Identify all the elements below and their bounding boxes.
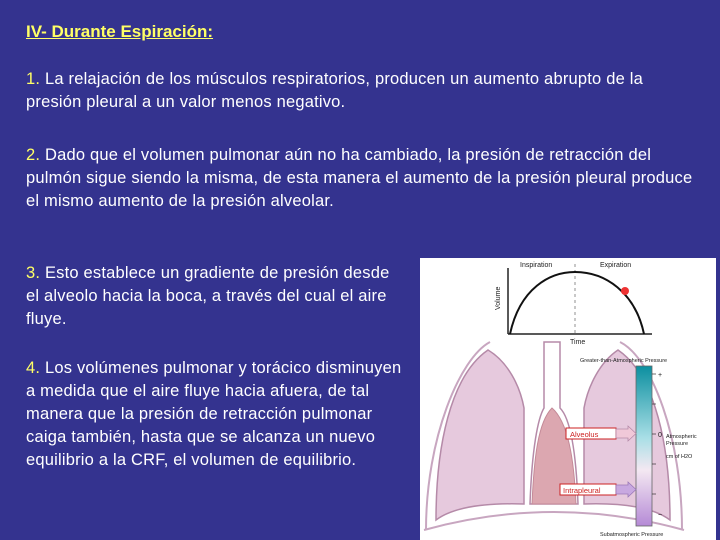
atmospheric-label: Atmospheric: [666, 434, 697, 440]
alveolus-label: Alveolus: [570, 430, 599, 439]
pressure-label: Pressure: [666, 441, 689, 447]
tick-plus-label: +: [658, 372, 663, 379]
intrapleural-label: Intrapleural: [563, 486, 601, 495]
tick-zero-label: 0: [658, 432, 662, 439]
paragraph-1: 1. La relajación de los músculos respiratorios, producen un aumento abrupto de la presión pleural a un valor menos negativo.: [26, 70, 643, 111]
current-point-marker: [621, 287, 629, 295]
paragraph-2: 2. Dado que el volumen pulmonar aún no ha cambiado, la presión de retracción del pulmón sigue siendo la misma, de esta manera el aumento de la presión pleural produce el mismo aumento de la presión alveolar.: [26, 146, 693, 210]
paragraph-4: 4. Los volúmenes pulmonar y torácico disminuyen a medida que el aire fluye hacia afuera, de tal manera que la presión de retracción pulmonar caiga también, hasta que se alcanza un nuevo equilibrio a la CRF, el volumen de equilibrio.: [26, 359, 402, 469]
greater-than-atmospheric-label: Greater-than-Atmospheric Pressure: [580, 358, 668, 364]
tick-minus-label: −: [658, 512, 663, 519]
time-axis-label: Time: [570, 339, 586, 346]
subatmospheric-label: Subatmospheric Pressure: [600, 532, 664, 538]
volume-axis-label: Volume: [495, 286, 502, 310]
unit-label: cm of H2O: [666, 454, 693, 460]
inspiration-label: Inspiration: [520, 262, 553, 269]
volume-curve: [510, 272, 644, 334]
paragraph-3: 3. Esto establece un gradiente de presión desde el alveolo hacia la boca, a través del cual el aire fluye.: [26, 264, 390, 328]
pressure-scale-bar: [636, 366, 652, 526]
expiration-label: Expiration: [600, 262, 632, 269]
expiration-figure: [420, 258, 716, 540]
left-lung: [436, 350, 524, 520]
figure-svg: [420, 258, 716, 540]
volume-time-graph: [495, 262, 652, 346]
slide-title: IV- Durante Espiración:: [26, 22, 214, 41]
